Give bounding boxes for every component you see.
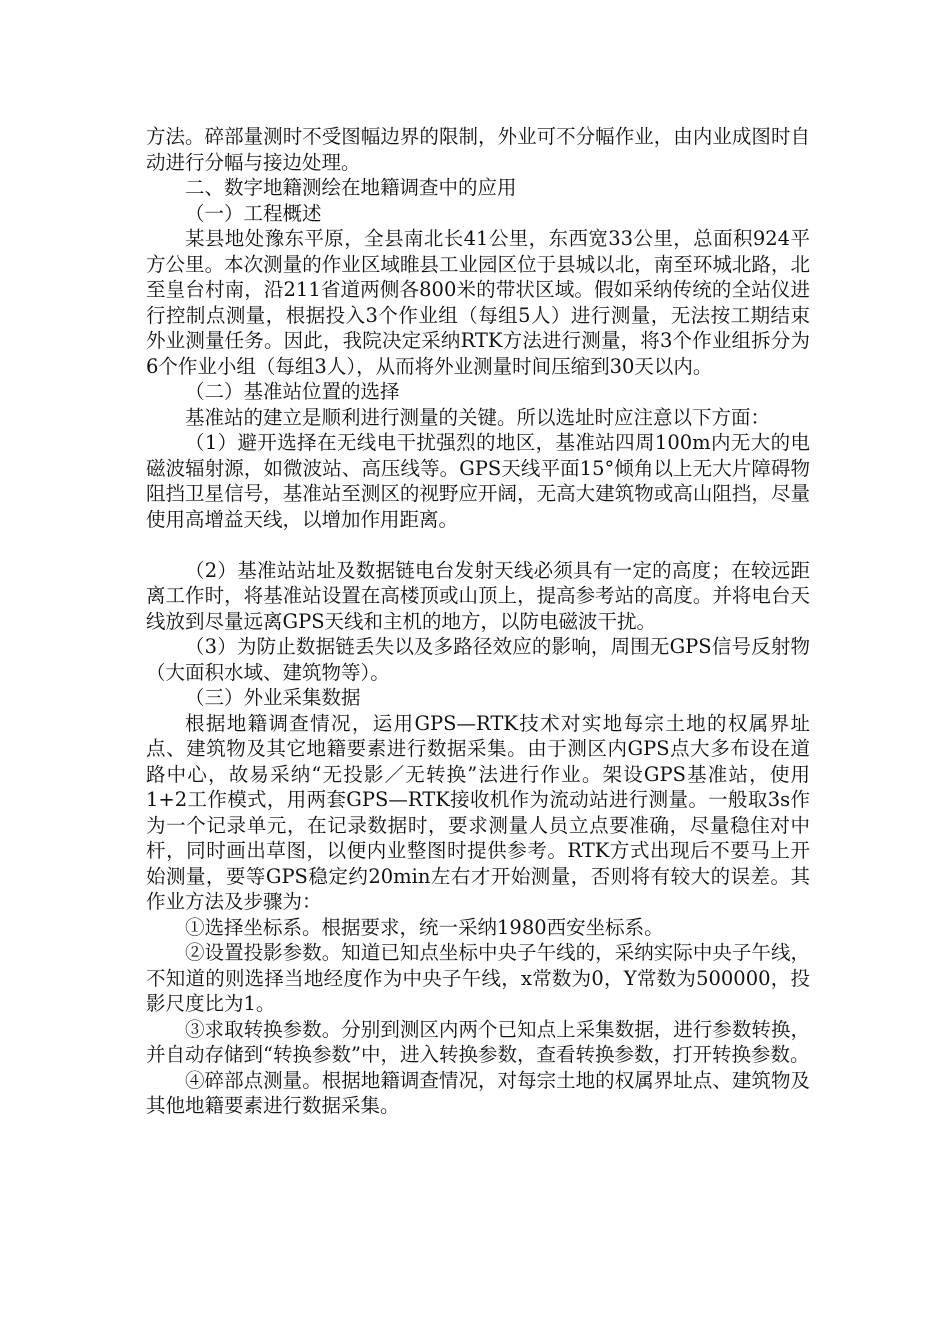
subsection-heading-2: （二）基准站位置的选择	[185, 380, 400, 403]
paragraph-field-collection: 根据地籍调查情况，运用GPS—RTK技术对实地每宗土地的权属界址点、建筑物及其它地籍要素进行数据采集。由于测区内GPS点大多布设在道路中心，故易采纳“无投影／无转换”法进行作业。架设GPS基准站，使用1+2工作模式，用两套GPS—RTK接收机作为流动站进行测量。一般取3s作为一个记录单元，在记录数据时，要求测量人员立点要准确，尽量稳住对中杆，同时画出草图，以便内业整图时提供参考。RTK方式出现后不要马上开始测量，要等GPS稳定约20min左右才开始测量，否则将有较大的误差。其作业方法及步骤为：	[146, 711, 810, 913]
paragraph-continuation: 方法。碎部量测时不受图幅边界的限制，外业可不分幅作业，由内业成图时自动进行分幅与接边处理。	[146, 125, 810, 174]
step-item-4: ④碎部点测量。根据地籍调查情况，对每宗土地的权属界址点、建筑物及其他地籍要素进行数据采集。	[146, 1068, 810, 1117]
list-item-3: （3）为防止数据链丢失以及多路径效应的影响，周围无GPS信号反射物（大面积水域、建筑物等）。	[146, 635, 810, 684]
list-item-2: （2）基准站站址及数据链电台发射天线必须具有一定的高度；在较远距离工作时，将基准站设置在高楼顶或山顶上，提高参考站的高度。并将电台天线放到尽量远离GPS天线和主机的地方，以防电磁波干扰。	[146, 558, 810, 633]
step-item-2: ②设置投影参数。知道已知点坐标中央子午线的，采纳实际中央子午线，不知道的则选择当地经度作为中央子午线，x常数为0，Y常数为500000，投影尺度比为1。	[146, 941, 810, 1015]
document-page	[146, 124, 810, 1119]
paragraph-base-station-intro: 基准站的建立是顺利进行测量的关键。所以选址时应注意以下方面：	[185, 405, 771, 429]
step-item-3: ③求取转换参数。分别到测区内两个已知点上采集数据，进行参数转换，并自动存储到“转换参数”中，进入转换参数，查看转换参数，打开转换参数。	[146, 1017, 810, 1066]
subsection-heading-3: （三）外业采集数据	[185, 686, 361, 709]
paragraph-project-overview: 某县地处豫东平原，全县南北长41公里，东西宽33公里，总面积924平方公里。本次测量的作业区域睢县工业园区位于县城以北，南至环城北路，北至皇台村南，沿211省道两侧各800米的带状区域。假如采纳传统的全站仪进行控制点测量，根据投入3个作业组（每组5人）进行测量，无法按工期结束外业测量任务。因此，我院决定采纳RTK方法进行测量，将3个作业组拆分为6个作业小组（每组3人），从而将外业测量时间压缩到30天以内。	[146, 227, 810, 378]
list-item-1: （1）避开选择在无线电干扰强烈的地区，基准站四周100m内无大的电磁波辐射源，如微波站、高压线等。GPS天线平面15°倾角以上无大片障碍物阻挡卫星信号，基准站至测区的视野应开阔，无高大建筑物或高山阻挡，尽量使用高增益天线，以增加作用距离。	[146, 431, 810, 531]
subsection-heading-1: （一）工程概述	[185, 201, 322, 225]
section-heading-2: 二、数字地籍测绘在地籍调查中的应用	[185, 176, 517, 199]
step-item-1: ①选择坐标系。根据要求，统一采纳1980西安坐标系。	[185, 915, 664, 939]
